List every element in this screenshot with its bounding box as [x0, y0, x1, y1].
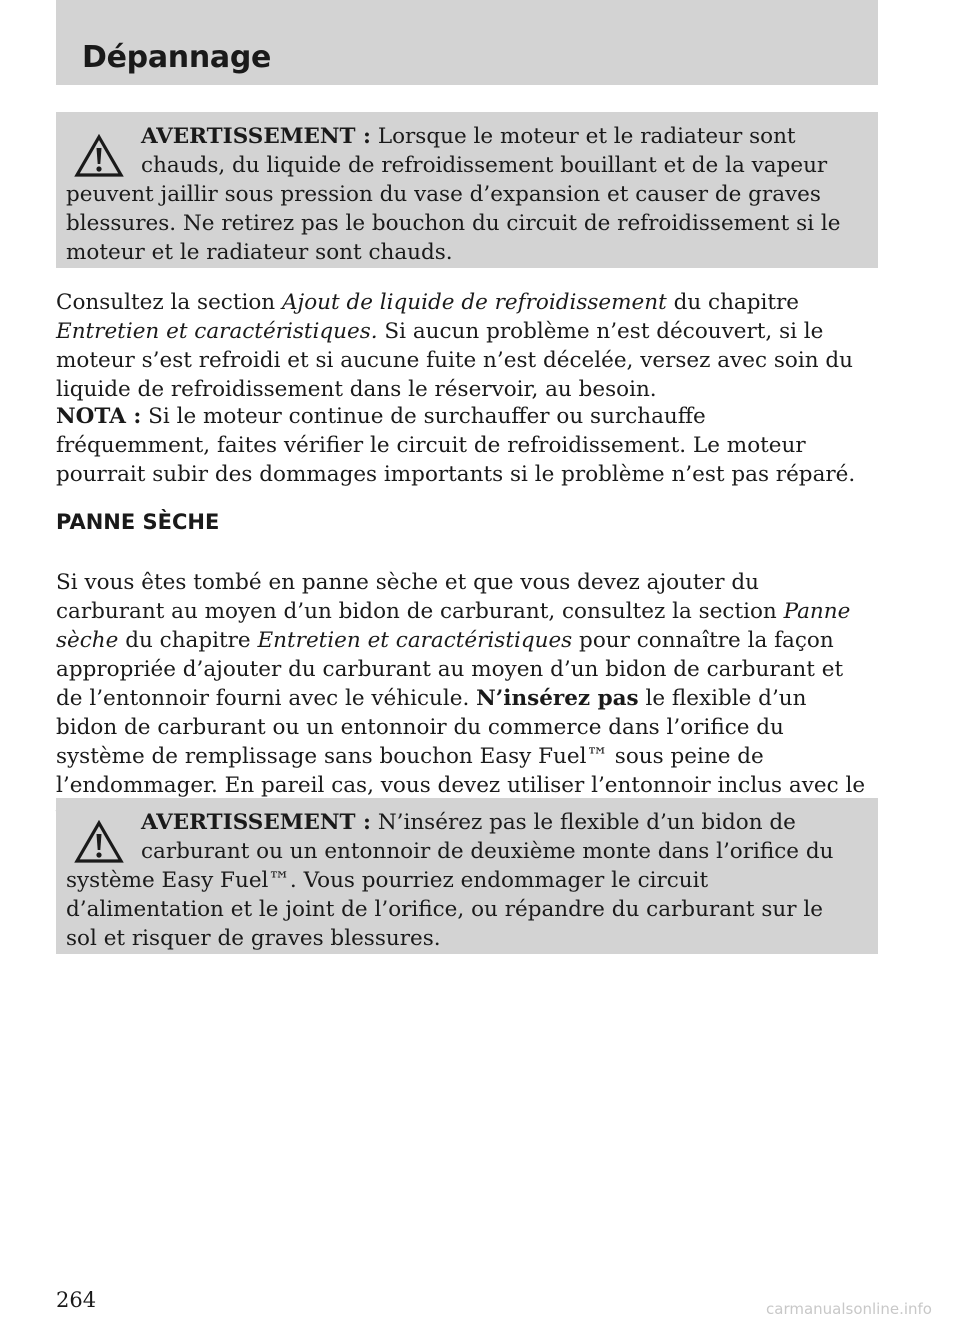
- page-number: 264: [56, 1288, 97, 1312]
- warning-label: AVERTISSEMENT :: [141, 810, 371, 835]
- warning-line: blessures. Ne retirez pas le bouchon du circuit de refroidissement si le: [66, 211, 841, 236]
- warning-line: carburant ou un entonnoir de deuxième monte dans l’orifice du: [141, 839, 834, 864]
- warning-triangle-icon: [74, 820, 124, 864]
- reference-link: Ajout de liquide de refroidissement: [282, 290, 667, 315]
- reference-link: sèche: [56, 628, 119, 653]
- reference-link: Entretien et caractéristiques: [257, 628, 573, 653]
- page-title: Dépannage: [82, 40, 272, 75]
- reference-link: Entretien et caractéristiques.: [56, 319, 378, 344]
- warning-line: moteur et le radiateur sont chauds.: [66, 240, 453, 265]
- section-heading: PANNE SÈCHE: [56, 510, 220, 534]
- warning-line: sol et risquer de graves blessures.: [66, 926, 441, 951]
- warning-line: chauds, du liquide de refroidissement bouillant et de la vapeur: [141, 153, 828, 178]
- warning-line: AVERTISSEMENT : N’insérez pas le flexible d’un bidon de: [141, 810, 796, 835]
- warning-box-fuel: [56, 798, 878, 954]
- warning-box-coolant: [56, 112, 878, 268]
- warning-line: d’alimentation et le joint de l’orifice, ou répandre du carburant sur le: [66, 897, 823, 922]
- warning-line: système Easy Fuel™. Vous pourriez endommager le circuit: [66, 868, 709, 893]
- emphasis: N’insérez pas: [476, 686, 639, 711]
- nota-paragraph: NOTA : Si le moteur continue de surchauffer ou surchauffe fréquemment, faites vérifier le circuit de refroidissement. Le moteur pourrait subir des dommages importants si le problème n’est pas réparé.: [56, 404, 856, 487]
- warning-line: peuvent jaillir sous pression du vase d’expansion et causer de graves: [66, 182, 821, 207]
- paragraph-fuel: Si vous êtes tombé en panne sèche et que vous devez ajouter du carburant au moyen d’un bidon de carburant, consultez la section Panne sèche du chapitre Entretien et caractéristiques pour connaître la façon appropriée d’ajouter du carburant au moyen d’un bidon de carburant et de l’entonnoir fourni avec le véhicule. N’insérez pas le flexible d’un bidon de carburant ou un entonnoir du commerce dans l’orifice du système de remplissage sans bouchon Easy Fuel™ sous peine de l’endommager. En pareil cas, vous devez utiliser l’entonnoir inclus avec le: [56, 570, 866, 798]
- warning-line: AVERTISSEMENT : Lorsque le moteur et le radiateur sont: [141, 124, 796, 149]
- warning-triangle-icon: [74, 134, 124, 178]
- reference-link: Panne: [783, 599, 851, 624]
- warning-label: AVERTISSEMENT :: [141, 124, 371, 149]
- page-header: [56, 0, 878, 85]
- paragraph-coolant: Consultez la section Ajout de liquide de refroidissement du chapitre Entretien et caractéristiques. Si aucun problème n’est découvert, si le moteur s’est refroidi et si aucune fuite n’est décelée, versez avec soin du liquide de refroidissement dans le réservoir, au besoin.: [56, 290, 853, 402]
- watermark: carmanualsonline.info: [766, 1300, 932, 1318]
- nota-label: NOTA :: [56, 404, 142, 429]
